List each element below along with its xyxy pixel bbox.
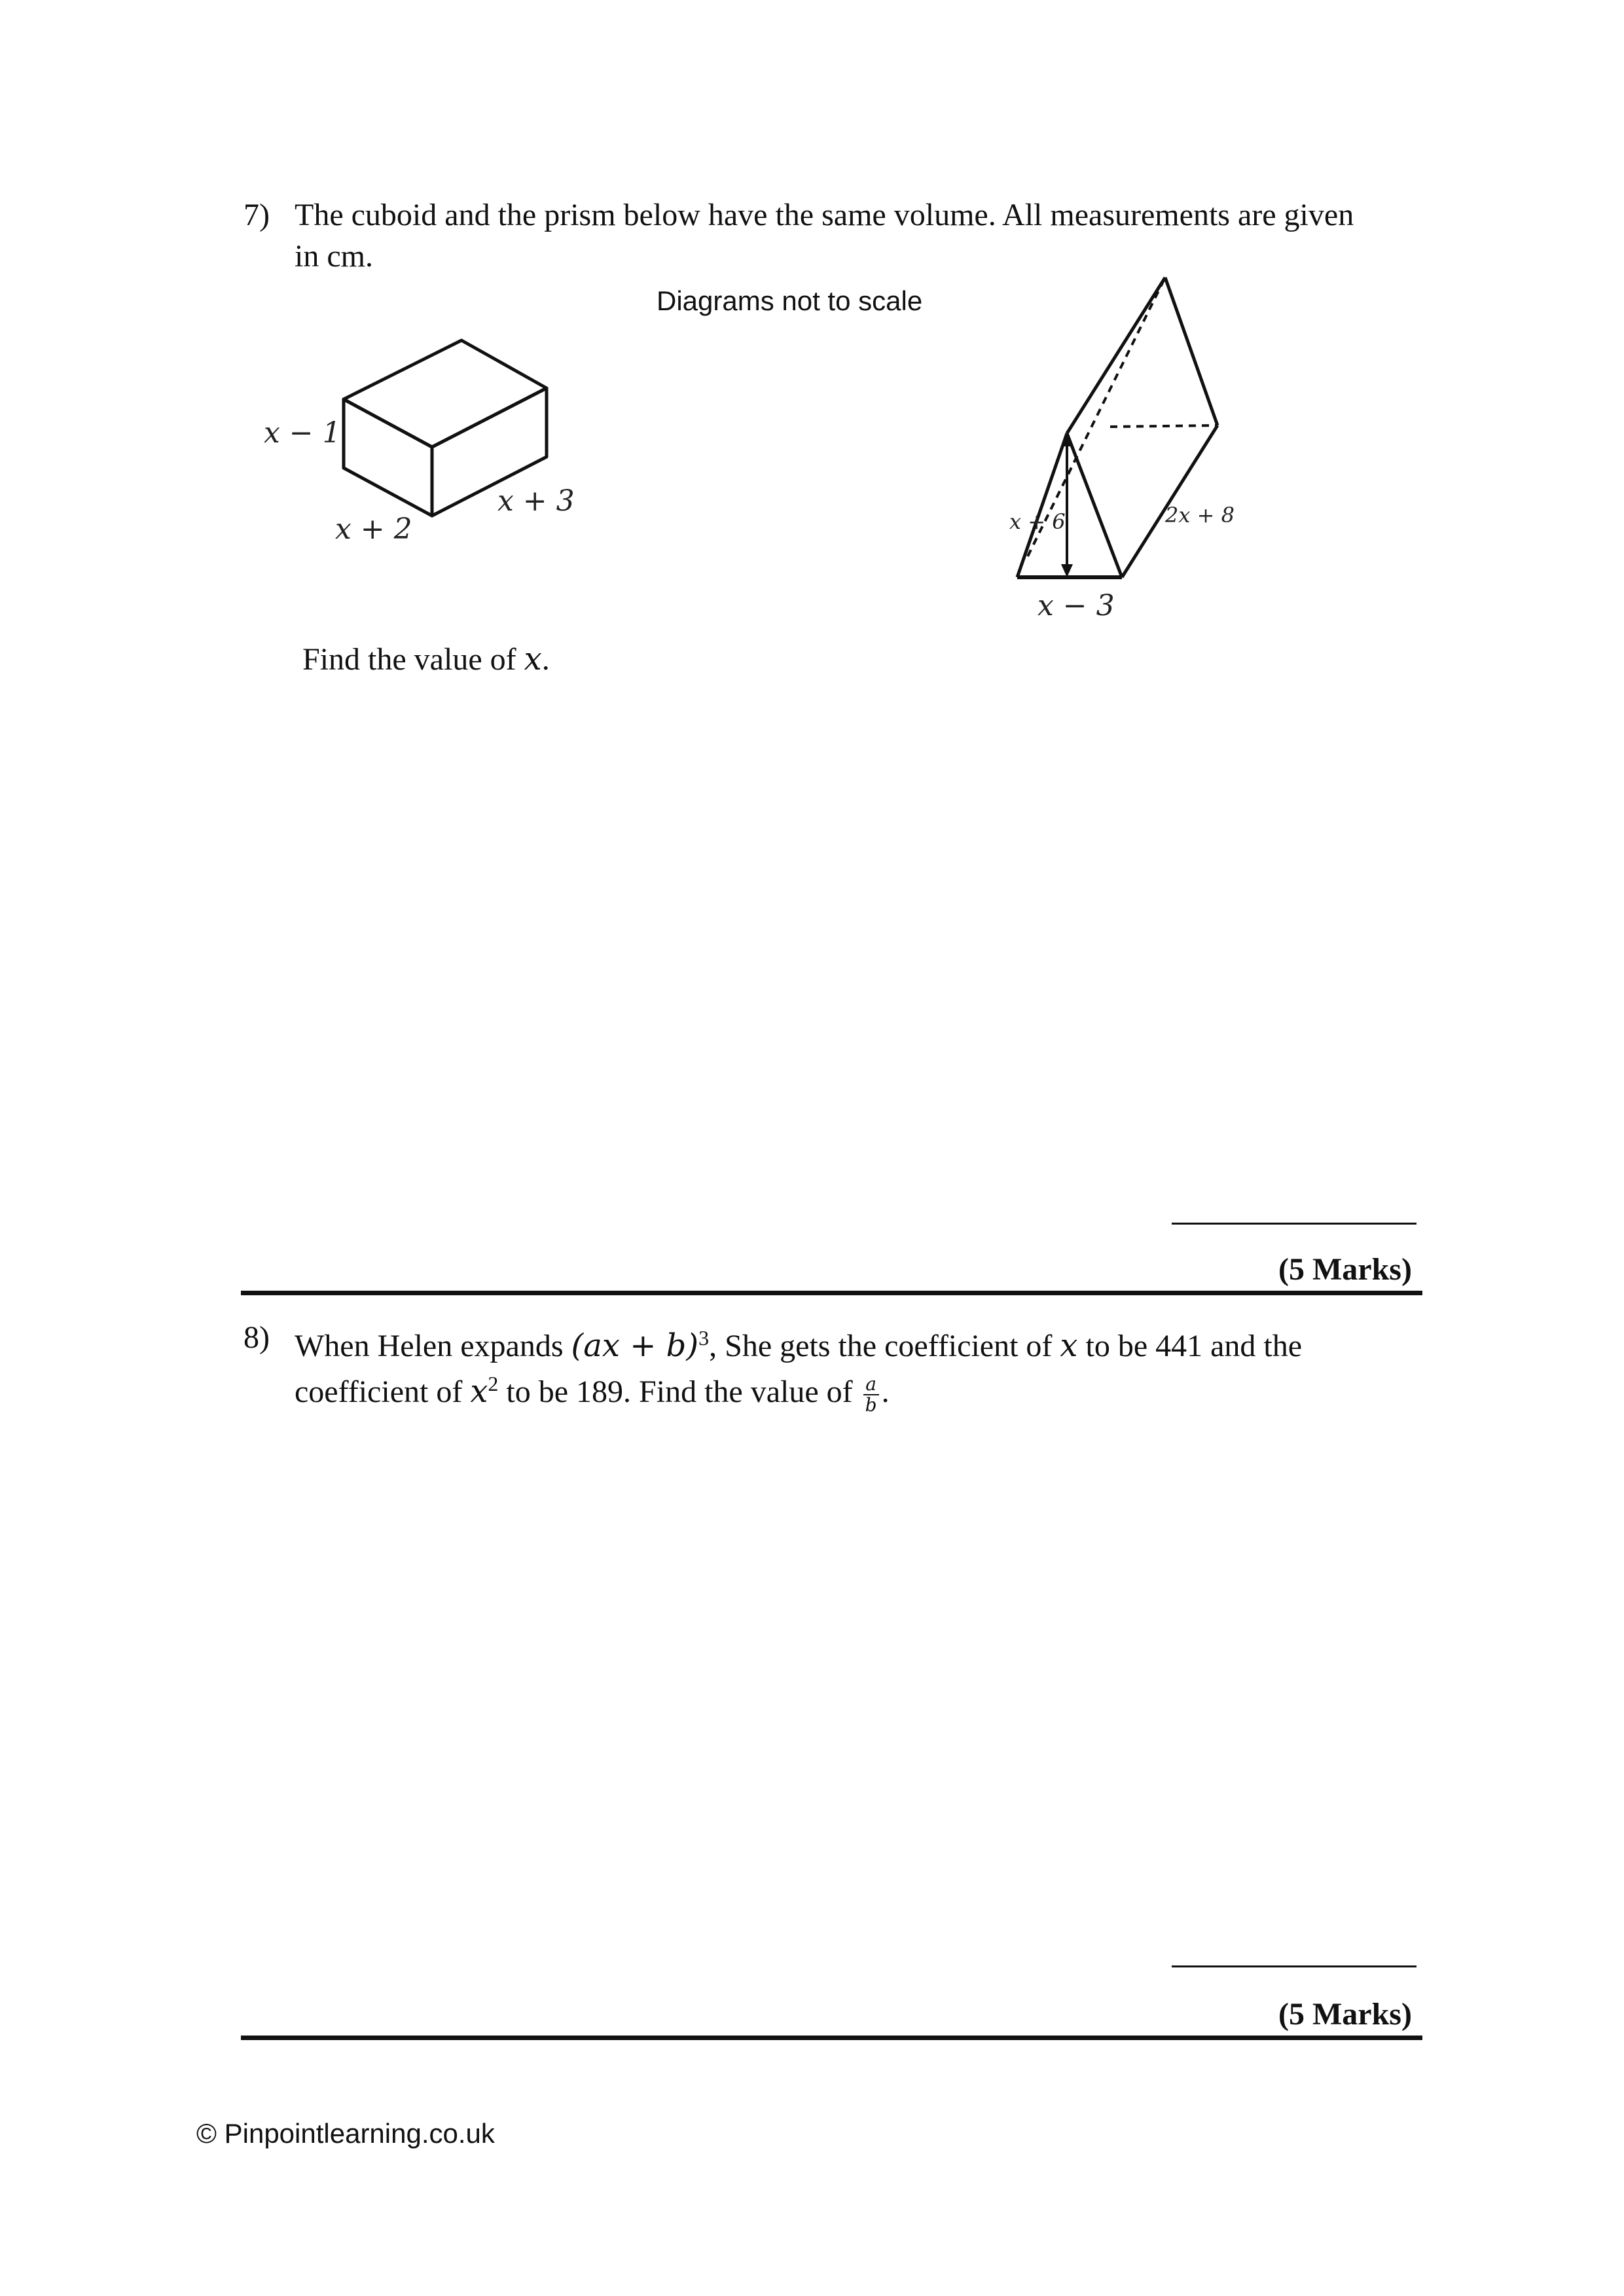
cuboid-label-depth: x + 3	[497, 484, 575, 518]
prism-diagram	[982, 262, 1290, 628]
cuboid-diagram	[249, 321, 615, 569]
q7-find-instruction: Find the value of x.	[302, 641, 550, 677]
q7-text-line1: The cuboid and the prism below have the same volume. All measurements are given	[295, 198, 1354, 232]
q8-text-line1: When Helen expands (ax + b)$^3$, She gets the coefficient of x to be 441 and the	[295, 1326, 1303, 1364]
cuboid-front-face	[344, 399, 432, 516]
cuboid-label-length: x + 2	[335, 512, 412, 546]
cuboid-top-face	[344, 340, 547, 447]
cuboid-label-height: x − 1	[264, 416, 341, 450]
q8-text-line2: coefficient of $x^2$ to be 189. Find the value of $\frac{a}{b}$ .	[295, 1372, 890, 1416]
q8-answer-line[interactable]	[1172, 1965, 1416, 1967]
fraction-a-over-b: $\frac{a}{b}$	[863, 1374, 879, 1415]
q7-marks: (5 Marks)	[1278, 1252, 1412, 1287]
q8-number: 8)	[244, 1320, 270, 1355]
q7-number: 7)	[244, 198, 270, 232]
q7-text-line2: in cm.	[295, 239, 373, 274]
prism-label-base: x − 3	[1038, 589, 1115, 622]
prism-label-height: x + 6	[1009, 509, 1066, 534]
diagram-note: Diagrams not to scale	[657, 285, 923, 316]
q8-divider	[241, 2036, 1422, 2040]
footer-copyright: © Pinpointlearning.co.uk	[196, 2118, 495, 2149]
q7-divider	[241, 1291, 1422, 1295]
q8-marks: (5 Marks)	[1278, 1997, 1412, 2032]
q7-answer-line[interactable]	[1172, 1223, 1416, 1225]
prism-label-slant: 2x + 8	[1165, 503, 1235, 528]
